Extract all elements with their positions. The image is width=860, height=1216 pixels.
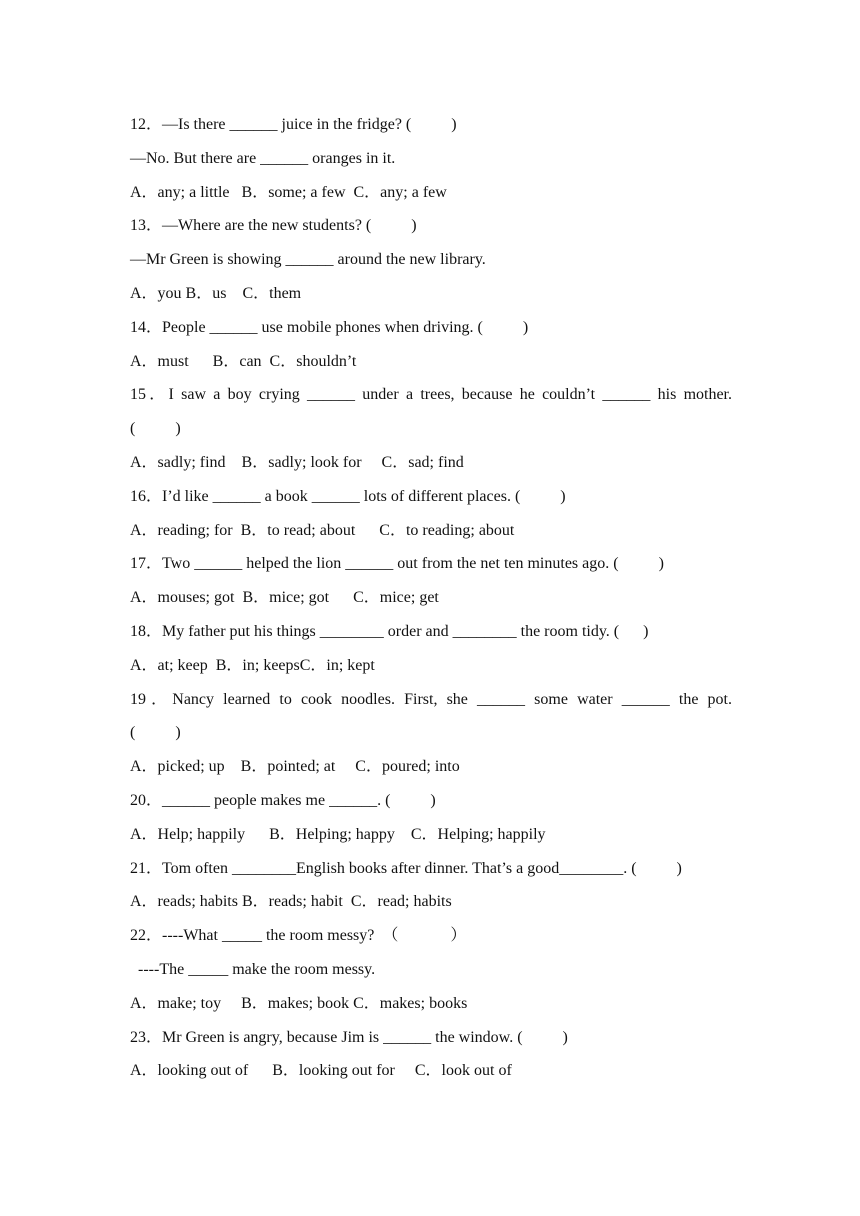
question-15-bracket: ( ) xyxy=(130,420,181,438)
question-19-stem: 19．Nancy learned to cook noodles. First, she ______ some water ______ the pot. xyxy=(130,690,733,708)
question-19-bracket: ( ) xyxy=(130,724,181,742)
question-21-options: A．reads; habits B．reads; habit C．read; habits xyxy=(130,893,452,911)
question-16-options: A．reading; for B．to read; about C．to reading; about xyxy=(130,521,515,539)
question-13-options: A．you B．us C．them xyxy=(130,284,302,302)
question-20-options: A．Help; happily B．Helping; happy C．Helping; happily xyxy=(130,825,546,843)
question-13-stem: 13．—Where are the new students? ( ) xyxy=(130,217,417,235)
question-15-stem: 15．I saw a boy crying ______ under a trees, because he couldn’t ______ his mother. xyxy=(130,386,732,404)
worksheet-page xyxy=(130,108,732,1088)
question-13-response: —Mr Green is showing ______ around the new library. xyxy=(130,251,486,269)
question-17-stem: 17．Two ______ helped the lion ______ out from the net ten minutes ago. ( ) xyxy=(130,555,664,573)
question-12-response: —No. But there are ______ oranges in it. xyxy=(130,149,396,167)
question-20-stem: 20．______ people makes me ______. ( ) xyxy=(130,791,436,809)
question-21-stem: 21．Tom often ________English books after dinner. That’s a good________. ( ) xyxy=(130,859,682,877)
question-23-options: A．looking out of B．looking out for C．look out of xyxy=(130,1062,512,1080)
question-19-options: A．picked; up B．pointed; at C．poured; into xyxy=(130,758,460,776)
question-22-stem: 22．----What _____ the room messy? （ ） xyxy=(130,927,467,945)
question-22-response: ----The _____ make the room messy. xyxy=(138,960,376,978)
question-15-options: A．sadly; find B．sadly; look for C．sad; find xyxy=(130,453,464,471)
question-22-options: A．make; toy B．makes; book C．makes; books xyxy=(130,994,468,1012)
question-18-stem: 18．My father put his things ________ order and ________ the room tidy. ( ) xyxy=(130,622,649,640)
question-14-options: A．must B．can C．shouldn’t xyxy=(130,352,357,370)
question-14-stem: 14．People ______ use mobile phones when driving. ( ) xyxy=(130,318,529,336)
question-16-stem: 16．I’d like ______ a book ______ lots of different places. ( ) xyxy=(130,487,566,505)
question-18-options: A．at; keep B．in; keepsC．in; kept xyxy=(130,656,375,674)
question-12-stem: 12．—Is there ______ juice in the fridge? ( ) xyxy=(130,116,457,133)
question-17-options: A．mouses; got B．mice; got C．mice; get xyxy=(130,589,439,607)
question-23-stem: 23．Mr Green is angry, because Jim is ______ the window. ( ) xyxy=(130,1028,568,1046)
question-12-options: A．any; a little B．some; a few C．any; a few xyxy=(130,183,447,201)
